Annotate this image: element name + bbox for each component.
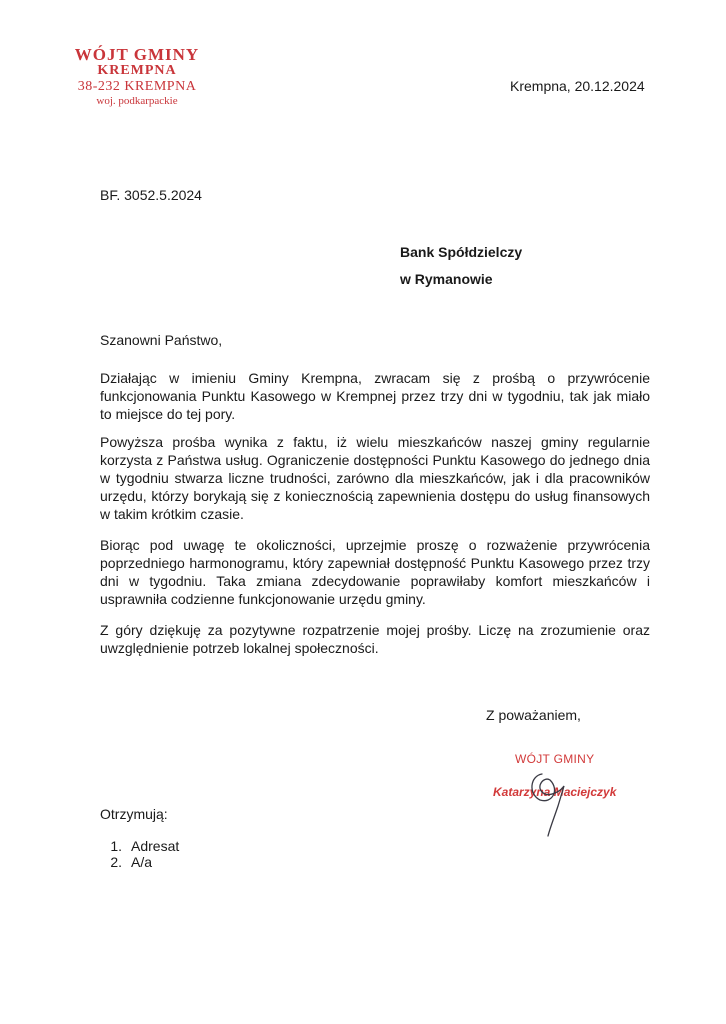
recipients-list: [100, 838, 179, 870]
signature-name: Katarzyna Maciejczyk: [493, 785, 617, 799]
recipients-label: Otrzymują:: [100, 806, 168, 822]
official-stamp: [52, 46, 222, 107]
greeting: Szanowni Państwo,: [100, 332, 223, 348]
recipient-line-1: Bank Spółdzielczy: [400, 244, 523, 260]
stamp-line-1: WÓJT GMINY: [74, 45, 200, 64]
list-item: 1. Adresat: [110, 838, 180, 854]
paragraph-2: Powyższa prośba wynika z faktu, iż wielu mieszkańców naszej gminy regularnie korzysta z Państwa usług. Ograniczenie dostępności Punktu Kasowego do jednego dnia w tygodniu stwarza liczne trudności, zarówno dla mieszkańców, jak i dla pracowników urzędu, którzy borykają się z koniecznością zapewnienia dostępu do usług finansowych w takim krótkim czasie.: [100, 434, 650, 522]
list-item: 2. A/a: [110, 854, 153, 870]
recipient-address: [400, 244, 522, 298]
stamp-line-4: woj. podkarpackie: [96, 95, 178, 107]
signature-title: WÓJT GMINY: [515, 752, 595, 766]
letter-date: Krempna, 20.12.2024: [510, 78, 645, 94]
paragraph-4: Z góry dziękuję za pozytywne rozpatrzenie mojej prośby. Liczę na zrozumienie oraz uwzględnienie potrzeb lokalnej społeczności.: [100, 622, 650, 656]
paragraph-1: Działając w imieniu Gminy Krempna, zwracam się z prośbą o przywrócenie funkcjonowania Punktu Kasowego w Krempnej przez trzy dni w tygodniu, tak jak miało to miejsce do tej pory.: [100, 370, 650, 422]
handwritten-signature: [520, 760, 590, 840]
paragraph-3: Biorąc pod uwagę te okoliczności, uprzejmie proszę o rozważenie przywrócenia poprzedniego harmonogramu, który zapewniał dostępność Punktu Kasowego przez trzy dni w tygodniu. Taka zmiana zdecydowanie poprawiłaby komfort mieszkańców i usprawniła codzienne funkcjonowanie urzędu gminy.: [100, 537, 650, 607]
stamp-line-2: KREMPNA: [97, 63, 177, 78]
reference-number: BF. 3052.5.2024: [100, 187, 202, 203]
closing: Z poważaniem,: [486, 707, 581, 723]
recipient-line-2: w Rymanowie: [400, 271, 493, 287]
stamp-line-3: 38-232 KREMPNA: [77, 79, 197, 94]
